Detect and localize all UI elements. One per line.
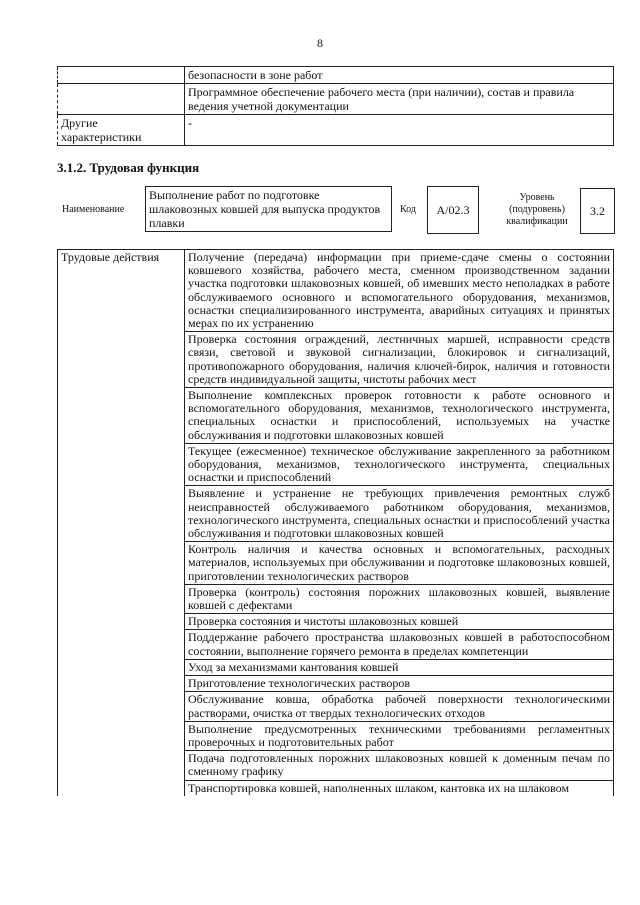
labor-action-item: Транспортировка ковшей, наполненных шлаком, кантовка их на шлаковом [185,780,614,796]
function-name-box: Выполнение работ по подготовке шлаковозных ковшей для выпуска продуктов плавки [145,186,392,232]
labor-action-item: Текущее (ежесменное) техническое обслуживание закрепленного за работником оборудования, механизмов, технологического инструмента, специальных оснастки и приспособлений [185,443,614,486]
function-header [57,186,617,236]
labor-action-item: Выявление и устранение не требующих привлечения ремонтных служб неисправностей обслуживаемого работником оборудования, механизмов, технологического инструмента, специальных оснастки и приспособлений участка обслуживания и подготовки шлаковозных ковшей [185,486,614,542]
table-row [58,250,614,332]
labor-actions-table [57,249,614,796]
table-row [58,67,614,84]
labor-action-item: Уход за механизмами кантования ковшей [185,659,614,675]
labor-action-item: Выполнение предусмотренных техническими требованиями регламентных проверочных и подготовительных работ [185,721,614,750]
labor-action-item: Проверка (контроль) состояния порожних шлаковозных ковшей, выявление ковшей с дефектами [185,584,614,613]
other-characteristics-label: Другие характеристики [58,115,185,146]
labor-action-item: Приготовление технологических растворов [185,676,614,692]
qualification-level-label: Уровень (подуровень) квалификации [506,192,568,227]
labor-action-item: Поддержание рабочего пространства шлаковозных ковшей в работоспособном состоянии, выполнение горячего ремонта в пределах компетенции [185,630,614,659]
qualification-level-value: 3.2 [590,204,605,218]
labor-action-item: Проверка состояния ограждений, лестничных маршей, исправности средств связи, световой и звуковой сигнализации, блокировок и сигнализаций, противопожарного оборудования, наличия ключей-бирок, наличия и готовности средств индивидуальной защиты, чистоты рабочих мест [185,332,614,388]
table-row [58,115,614,146]
labor-action-item: Подача подготовленных порожних шлаковозных ковшей к доменным печам по сменному графику [185,751,614,780]
code-box [427,186,479,234]
code-value: A/02.3 [436,203,470,217]
table-cell-label [58,67,185,84]
labor-action-item: Контроль наличия и качества основных и вспомогательных, расходных материалов, используемых при обслуживании и подготовке шлаковозных ковшей, приготовлении технологических растворов [185,542,614,585]
page-number: 8 [317,36,323,50]
labor-action-item: Получение (передача) информации при приеме-сдаче смены о состоянии ковшевого хозяйства, рабочего места, сменном производственном задании участка подготовки шлаковозных ковшей, об имевших место неполадках в работе обслуживаемого основного и вспомогательного оборудования, механизмов, оснастки специализированного инструмента, аварийных ситуациях и принятых мерах по их устранению [185,250,614,332]
name-label: Наименование [62,204,125,215]
qualification-level-box [580,188,615,234]
labor-actions-label: Трудовые действия [58,250,185,796]
other-characteristics-value: - [185,115,614,146]
labor-action-item: Обслуживание ковша, обработка рабочей поверхности технологическими растворами, очистка от твердых технологических отходов [185,692,614,721]
code-label: Код [400,204,416,215]
labor-action-item: Выполнение комплексных проверок готовности к работе основного и вспомогательного оборудования, механизмов, технологического инструмента, специальных оснастки и приспособлений, используемых на участке обслуживания и подготовки шлаковозных ковшей [185,388,614,444]
table-row [58,84,614,115]
table-cell-text: безопасности в зоне работ [185,67,614,84]
labor-action-item: Проверка состояния и чистоты шлаковозных ковшей [185,614,614,630]
table-cell-text: Программное обеспечение рабочего места (при наличии), состав и правила ведения учетной документации [185,84,614,115]
table-cell-label [58,84,185,115]
section-heading: 3.1.2. Трудовая функция [57,160,200,175]
qualification-table-continuation [57,66,614,146]
